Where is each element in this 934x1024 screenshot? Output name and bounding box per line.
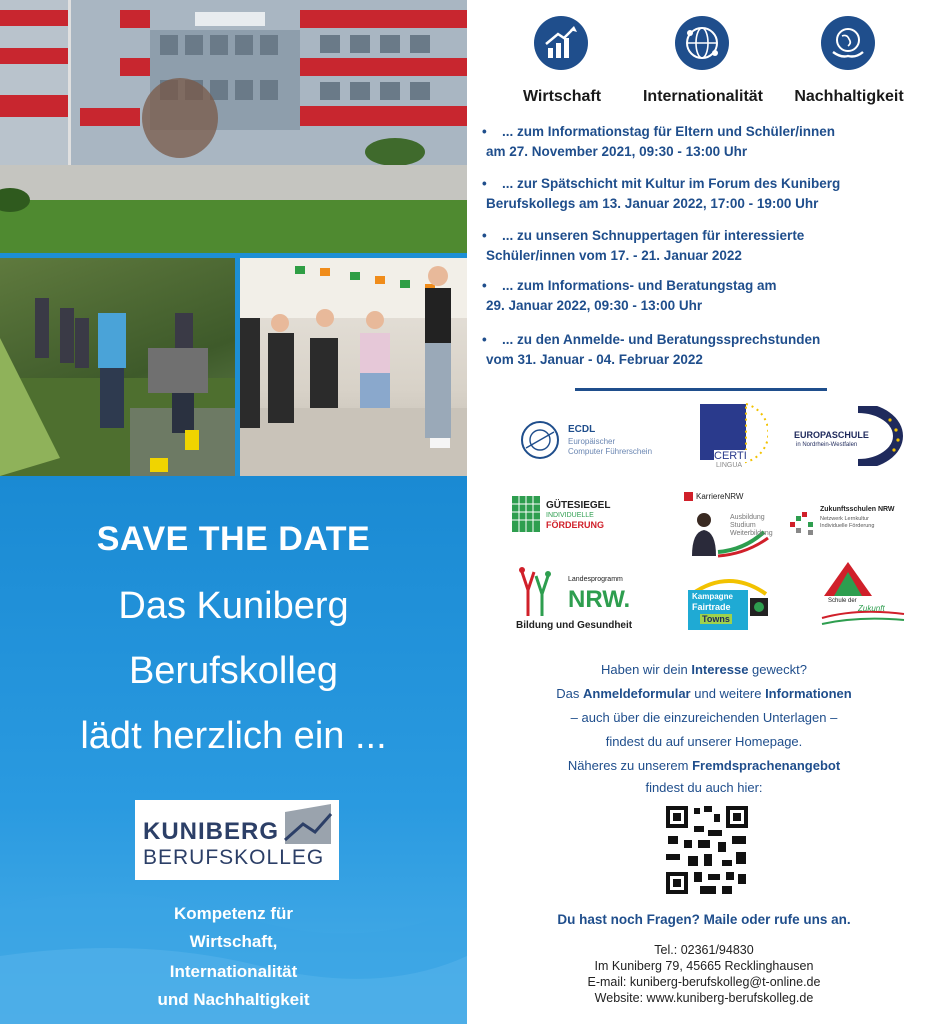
building-illustration bbox=[0, 0, 467, 253]
landes-sub: Bildung und Gesundheit bbox=[516, 620, 633, 631]
event-line-4b: 29. Januar 2022, 09:30 - 13:00 Uhr bbox=[486, 298, 703, 313]
event-line-3b: Schüler/innen vom 17. - 21. Januar 2022 bbox=[486, 248, 742, 263]
fairtrade-line2: Fairtrade bbox=[692, 602, 731, 612]
guetesiegel-logo bbox=[512, 494, 632, 538]
karriere-sub3: Weiterbildung bbox=[730, 530, 773, 537]
karriere-title: KarriereNRW bbox=[696, 492, 744, 501]
info-line-3: – auch über die einzureichenden Unterlagen – bbox=[570, 710, 838, 725]
info-line-6: findest du auch hier: bbox=[645, 780, 763, 795]
ecdl-logo bbox=[518, 418, 678, 468]
section-divider bbox=[575, 388, 827, 391]
landes-title: Landesprogramm bbox=[568, 576, 623, 583]
sustainability-globe-icon bbox=[821, 16, 875, 70]
event-item-4 bbox=[482, 276, 926, 316]
category-wirtschaft: Wirtschaft bbox=[522, 88, 602, 105]
ecdl-sub1: Europäischer bbox=[568, 437, 616, 446]
contact-website[interactable]: Website: www.kuniberg-berufskolleg.de bbox=[594, 991, 814, 1005]
event-line-1a: ... zum Informationstag für Eltern und Schüler/innen bbox=[502, 124, 836, 139]
zukunft-sub1: Netzwerk Lernkultur bbox=[820, 516, 869, 522]
right-panel bbox=[478, 0, 930, 1024]
schule-der-zukunft-logo bbox=[818, 560, 908, 632]
event-line-5b: vom 31. Januar - 04. Februar 2022 bbox=[486, 352, 703, 367]
europaschule-logo bbox=[788, 406, 908, 466]
zukunft-sub2: Individuelle Förderung bbox=[820, 523, 875, 529]
event-line-2a: ... zur Spätschicht mit Kultur im Forum des Kuniberg bbox=[502, 176, 841, 191]
karriere-sub1: Ausbildung bbox=[730, 514, 765, 521]
karriere-sub2: Studium bbox=[730, 522, 756, 529]
europaschule-title: EUROPASCHULE bbox=[794, 430, 869, 440]
invite-line-1: Das Kuniberg bbox=[118, 585, 349, 627]
bullet-icon: • bbox=[482, 228, 487, 243]
certilingua-logo bbox=[698, 402, 768, 472]
info-line-1: Haben wir dein Interesse geweckt? bbox=[601, 662, 807, 677]
guetesiegel-sub2: FÖRDERUNG bbox=[546, 520, 604, 530]
event-item-2 bbox=[482, 174, 926, 214]
bullet-icon: • bbox=[482, 124, 487, 139]
competence-line-3: Internationalität bbox=[169, 962, 298, 981]
classroom-photo bbox=[240, 258, 467, 476]
event-item-3 bbox=[482, 226, 926, 266]
competence-line-1: Kompetenz für bbox=[174, 904, 293, 923]
competence-line-2: Wirtschaft, bbox=[189, 932, 278, 951]
contact-email[interactable]: E-mail: kuniberg-berufskolleg@t-online.de bbox=[587, 975, 821, 989]
info-line-5: Näheres zu unserem Fremdsprachenangebot bbox=[567, 758, 841, 773]
ecdl-title: ECDL bbox=[568, 424, 596, 435]
bullet-icon: • bbox=[482, 176, 487, 191]
info-line-2: Das Anmeldeformular und weitere Informationen bbox=[556, 686, 852, 701]
bullet-icon: • bbox=[482, 278, 487, 293]
event-item-5 bbox=[482, 330, 926, 370]
invite-line-3: lädt herzlich ein ... bbox=[80, 715, 387, 757]
chart-growth-icon bbox=[534, 16, 588, 70]
logo-line-2: BERUFSKOLLEG bbox=[143, 846, 325, 869]
fairtrade-line1: Kampagne bbox=[692, 592, 733, 601]
event-line-5a: ... zu den Anmelde- und Beratungssprechstunden bbox=[502, 332, 821, 347]
kuniberg-logo bbox=[135, 800, 339, 880]
europaschule-sub: in Nordrhein-Westfalen bbox=[796, 442, 858, 448]
guetesiegel-title: GÜTESIEGEL bbox=[546, 500, 611, 511]
qr-code-icon[interactable] bbox=[664, 804, 750, 896]
fairtrade-line3: Towns bbox=[702, 614, 730, 624]
bullet-icon: • bbox=[482, 332, 487, 347]
category-nachhaltigkeit: Nachhaltigkeit bbox=[794, 88, 904, 105]
certi-sub: LINGUA bbox=[716, 462, 743, 469]
zukunftsschulen-logo bbox=[788, 504, 913, 544]
ecdl-sub2: Computer Führerschein bbox=[568, 447, 653, 456]
schule-title: Schule der bbox=[828, 598, 857, 604]
invite-line-2: Berufskolleg bbox=[128, 650, 339, 692]
contact-address: Im Kuniberg 79, 45665 Recklinghausen bbox=[594, 959, 814, 973]
contact-tel[interactable]: Tel.: 02361/94830 bbox=[654, 943, 754, 957]
event-line-3a: ... zu unseren Schnuppertagen für interessierte bbox=[502, 228, 805, 243]
info-line-4: findest du auf unserer Homepage. bbox=[605, 734, 803, 749]
globe-network-icon bbox=[675, 16, 729, 70]
certi-title: CERTI bbox=[714, 450, 747, 462]
category-internationalitaet: Internationalität bbox=[642, 88, 763, 105]
save-the-date-heading: SAVE THE DATE bbox=[96, 520, 371, 558]
schule-sub: Zukunft bbox=[858, 604, 885, 613]
logo-line-1: KUNIBERG bbox=[143, 818, 280, 845]
karriere-nrw-logo bbox=[684, 490, 774, 560]
event-item-1 bbox=[482, 122, 926, 162]
school-building-photo bbox=[0, 0, 467, 253]
zukunft-title: Zukunftsschulen NRW bbox=[820, 506, 895, 513]
landesprogramm-logo bbox=[512, 566, 652, 636]
event-line-1b: am 27. November 2021, 09:30 - 13:00 Uhr bbox=[486, 144, 748, 159]
students-outdoor-photo bbox=[0, 258, 235, 476]
fairtrade-logo bbox=[684, 568, 774, 632]
landes-big: NRW. bbox=[568, 586, 631, 613]
guetesiegel-sub1: INDIVIDUELLE bbox=[546, 512, 594, 519]
event-line-2b: Berufskollegs am 13. Januar 2022, 17:00 - 19:00 Uhr bbox=[486, 196, 819, 211]
event-line-4a: ... zum Informations- und Beratungstag am bbox=[502, 278, 777, 293]
competence-line-4: und Nachhaltigkeit bbox=[157, 990, 310, 1009]
question-text: Du hast noch Fragen? Maile oder rufe uns an. bbox=[557, 912, 851, 927]
student-photos bbox=[0, 258, 467, 476]
